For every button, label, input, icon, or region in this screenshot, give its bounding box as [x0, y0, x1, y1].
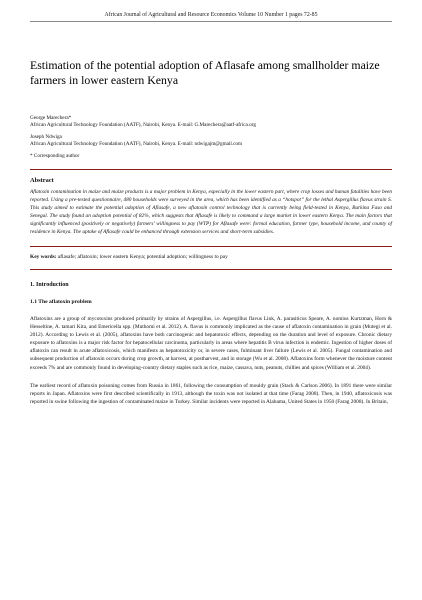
author-1 — [30, 115, 392, 130]
divider-keywords-bottom — [30, 269, 392, 270]
keywords-line — [30, 254, 392, 260]
divider-keywords-top — [30, 246, 392, 247]
body-paragraph-1: Aflatoxins are a group of mycotoxins produced primarily by strains of Aspergillus, i.e. Aspergillus flavus Link, A. parasiticus Speare, A. nomius Kurtzman, Horn & Hesseltine, A. tamari Kita, and Emericella spp. (Muthomi et al. 2012). A. flavus is commonly implicated as the cause of aflatoxin contamination in grain (Mutegi et al. 2012). According to Lewis et al. (2005), aflatoxins have both carcinogenic and hepatotoxic effects, depending on the duration and level of exposure. Chronic dietary exposure to aflatoxins is a major risk factor for hepatocellular carcinoma, particularly in areas where hepatitis B virus infection is endemic. Ingestion of higher doses of aflatoxin can result in acute aflatoxicosis, which manifests as hepatotoxicity or, in severe cases, fulminant liver failure (Lewis et al. 2005). Fungal contamination and subsequent production of aflatoxin occurs during crop growth, at harvest, at postharvest, and in storage (Wu et al. 2008). Aflatoxins form whenever the moisture content exceeds 7% and are commonly found in developing-country dietary staples such as rice, maize, cassava, nuts, peanuts, chillies and spices (William et al. 2004). — [30, 315, 392, 371]
author-affiliation: African Agricultural Technology Foundation (AATF), Nairobi, Kenya. E-mail: G.Marechera@aatf-africa.org — [30, 122, 256, 129]
abstract-text: Aflatoxin contamination in maize and maize products is a major problem in Kenya, especially in the lower eastern part, where crop losses and human fatalities have been reported. Using a pre-tested questionnaire, 480 households were surveyed in the area, which has been identified as a “hotspot” for the lethal Aspergillus flavus strain S. This study aimed to estimate the potential adoption of Aflasafe, a new aflatoxin control technology that is currently being field-tested in Kenya, Burkina Faso and Senegal. The study found an adoption potential of 82%, which suggests that Aflasafe is likely to command a large market in lower eastern Kenya. The main factors that significantly influenced (positively or negatively) farmers’ willingness to pay (WTP) for Aflasafe were: formal education, farmer type, household income, and county of residence in Kenya. The uptake of Aflasafe could be enhanced through extension services and short-term subsidies. — [30, 189, 392, 235]
corresponding-author-note: * Corresponding author — [30, 152, 80, 159]
abstract-heading: Abstract — [30, 177, 54, 185]
journal-header: African Journal of Agricultural and Resource Economics Volume 10 Number 1 pages 72-85 — [30, 12, 392, 22]
author-2 — [30, 134, 392, 149]
author-affiliation: African Agricultural Technology Foundation (AATF), Nairobi, Kenya. E-mail: ndwigajm@gmail.com — [30, 141, 243, 148]
subsection-heading-aflatoxin-problem: 1.1 The aflatoxin problem — [30, 298, 92, 305]
author-block — [30, 115, 392, 161]
author-name: Joseph Ndwiga — [30, 133, 62, 140]
divider-top — [30, 169, 392, 170]
section-heading-introduction: 1. Introduction — [30, 281, 69, 288]
body-paragraph-2: The earliest record of aflatoxin poisoning comes from Russia in 1861, following the consumption of mouldy grain (Stack & Carlson 2006). In 1891 there were similar reports in Japan. Aflatoxins were first described scientifically in 1913, although the toxin was not isolated at that time (Farag 2008). Then, in 1940, aflatoxicosis was reported in swine following the ingestion of contaminated maize in Turkey. Similar incidents were reported in Alabama, United States in 1950 (Farag 2008). In Britain, — [30, 382, 392, 405]
article-title: Estimation of the potential adoption of Aflasafe among smallholder maize farmers in lower eastern Kenya — [30, 58, 380, 88]
keywords-label: Key words: — [30, 253, 57, 260]
article-content — [30, 58, 392, 406]
author-name: George Marechera* — [30, 114, 72, 121]
keywords-text: aflasafe; aflatoxin; lower eastern Kenya; potential adoption; willingness to pay — [56, 253, 228, 260]
